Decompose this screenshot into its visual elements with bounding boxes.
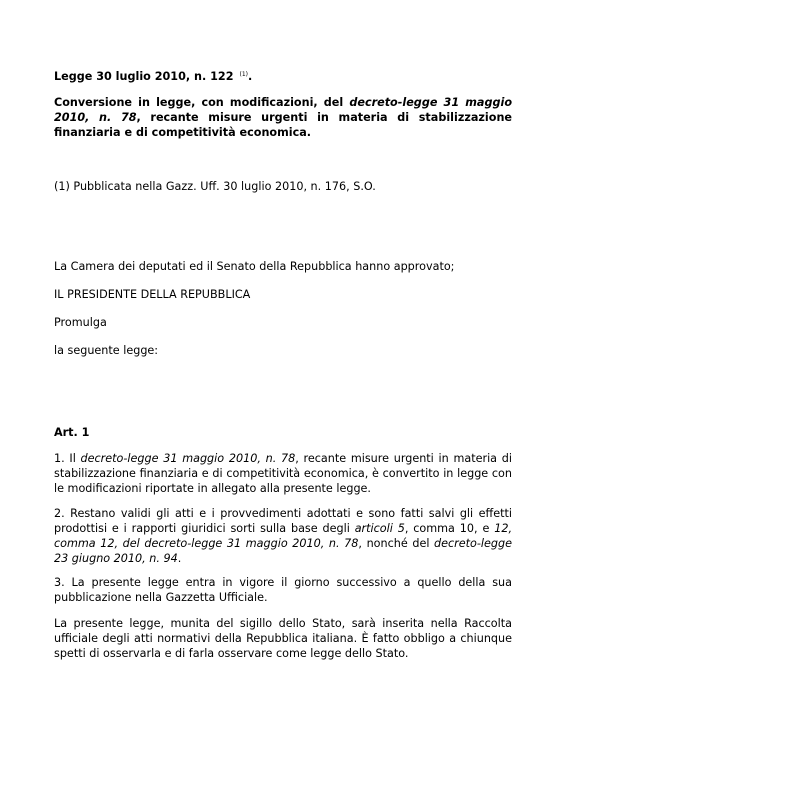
comma-2-text: 2. Restano validi gli atti e i provvedimenti adottati e sono fatti salvi gli effetti prodottisi e i rapporti giuridici sorti sulla base degli bbox=[54, 507, 512, 535]
comma-2-text: . bbox=[177, 552, 182, 565]
subtitle-text: Conversione in legge, con modificazioni, del bbox=[54, 96, 350, 109]
law-title bbox=[54, 67, 512, 84]
comma-1-text: , recante misure urgenti in materia di stabilizzazione finanziaria e di competitività economica, è convertito in legge con le modificazioni riportate in allegato alla presente legge. bbox=[54, 452, 512, 495]
decree-94-link[interactable]: decreto-legge 23 giugno 2010, n. 94 bbox=[54, 537, 513, 565]
decree-link[interactable]: decreto-legge 31 maggio 2010, n. 78 bbox=[80, 452, 296, 465]
article-comma-3: 3. La presente legge entra in vigore il giorno successivo a quello della sua pubblicazione nella Gazzetta Ufficiale. bbox=[54, 576, 512, 604]
closing-formula: La presente legge, munita del sigillo dello Stato, sarà inserita nella Raccolta ufficiale degli atti normativi della Repubblica italiana. È fatto obbligo a chiunque spetti di osservarla e di farla osservare come legge dello Stato. bbox=[54, 617, 512, 660]
law-title-text: Legge 30 luglio 2010, n. 122 bbox=[54, 70, 234, 83]
comma-2-text: , comma 10, e bbox=[404, 522, 495, 535]
approval-statement: La Camera dei deputati ed il Senato della Repubblica hanno approvato; bbox=[54, 260, 455, 273]
articoli-5-link[interactable]: articoli 5 bbox=[354, 522, 405, 535]
promulga-text: Promulga bbox=[54, 316, 107, 329]
article-heading: Art. 1 bbox=[54, 426, 90, 439]
footnote: (1) Pubblicata nella Gazz. Uff. 30 luglio 2010, n. 176, S.O. bbox=[54, 180, 376, 193]
president-heading: IL PRESIDENTE DELLA REPUBBLICA bbox=[54, 288, 251, 301]
decree-link[interactable]: decreto-legge 31 maggio 2010, n. 78 bbox=[54, 96, 513, 124]
subtitle-text-rest: , recante misure urgenti in materia di stabilizzazione finanziaria e di competitività economica. bbox=[54, 111, 512, 139]
article-comma-1 bbox=[54, 451, 512, 496]
article-12-link[interactable]: 12, comma 12, del decreto-legge 31 maggio 2010, n. 78 bbox=[54, 522, 512, 550]
law-title-end: . bbox=[247, 70, 253, 83]
comma-2-text: , nonché del bbox=[358, 537, 435, 550]
law-subtitle bbox=[54, 95, 512, 140]
footnote-ref-link[interactable]: (1) bbox=[239, 71, 248, 78]
comma-1-number: 1. Il bbox=[54, 452, 81, 465]
article-comma-2 bbox=[54, 506, 512, 566]
seguente-legge-text: la seguente legge: bbox=[54, 344, 159, 357]
